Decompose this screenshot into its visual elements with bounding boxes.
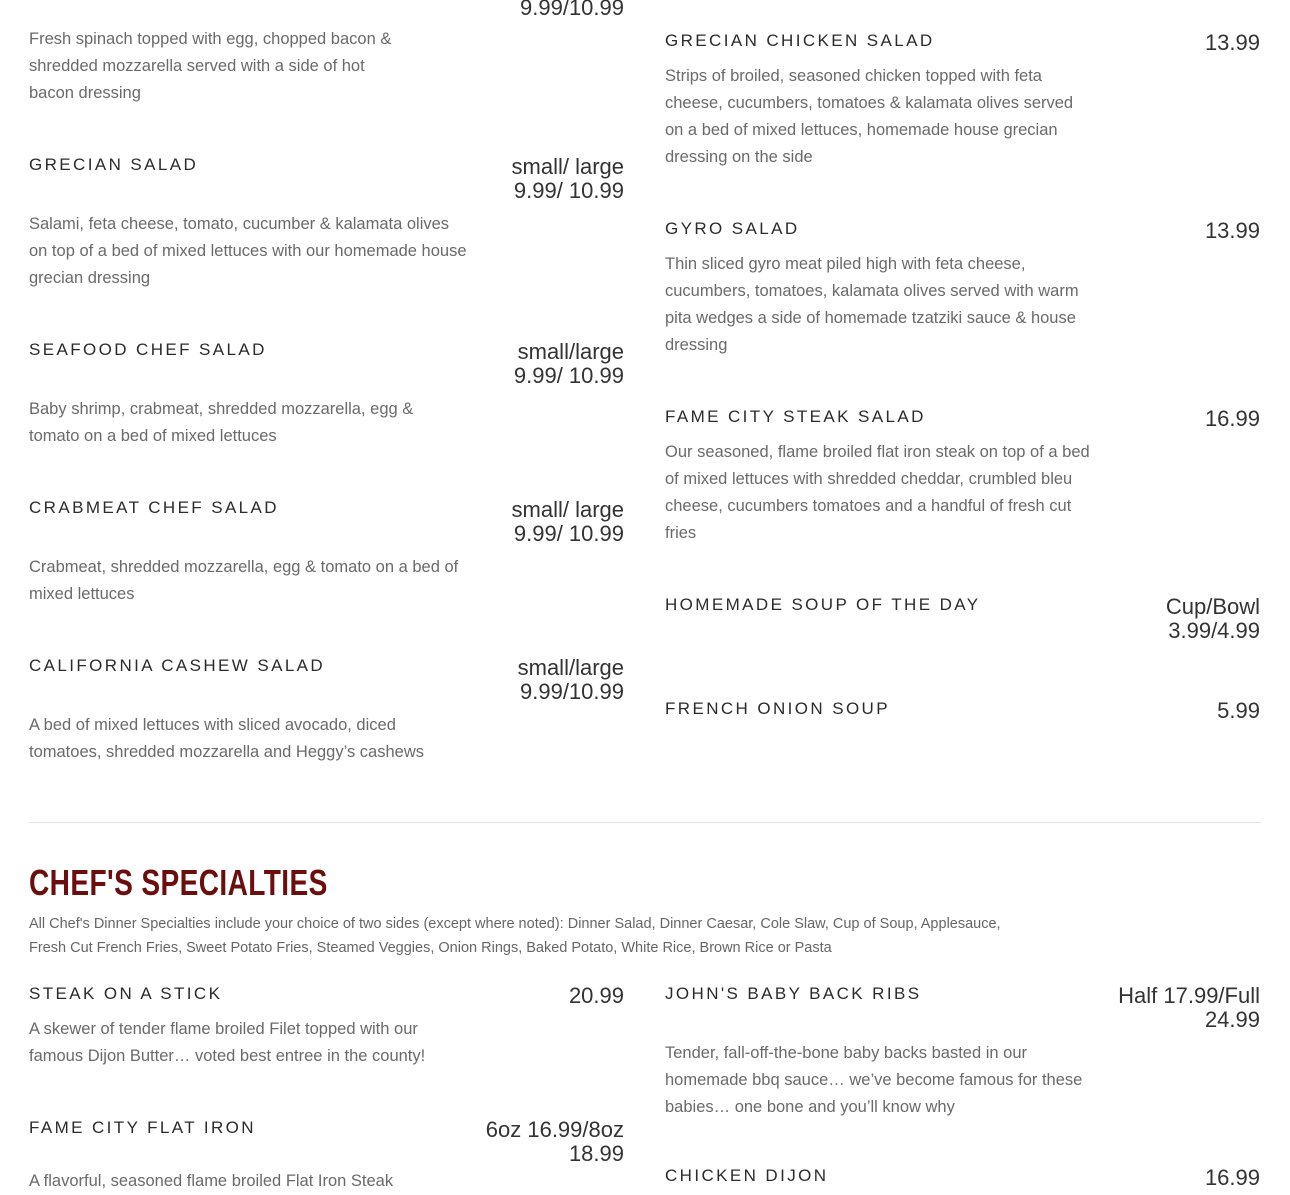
item-description: Crabmeat, shredded mozzarella, egg & tomato on a bed of mixed lettuces	[29, 558, 459, 603]
item-name: CRABMEAT CHEF SALAD	[29, 498, 279, 517]
item-description: A bed of mixed lettuces with sliced avocado, diced tomatoes, shredded mozzarella and Heggy’s cashews	[29, 716, 424, 761]
item-price: small/ large 9.99/ 10.99	[511, 154, 624, 203]
item-description: Baby shrimp, crabmeat, shredded mozzarella, egg & tomato on a bed of mixed lettuces	[29, 400, 414, 445]
item-name: FAME CITY STEAK SALAD	[665, 407, 926, 426]
item-name: JOHN'S BABY BACK RIBS	[665, 984, 922, 1003]
item-price: 16.99	[1204, 1165, 1260, 1190]
item-name: GRECIAN CHICKEN SALAD	[665, 31, 935, 50]
item-name: GRECIAN SALAD	[29, 155, 199, 174]
item-description: Our seasoned, flame broiled flat iron steak on top of a bed of mixed lettuces with shredded cheddar, crumbled bleu cheese, cucumbers tomatoes and a handful of fresh cut fries	[665, 443, 1090, 542]
item-name: CALIFORNIA CASHEW SALAD	[29, 656, 326, 675]
item-price: 13.99	[1204, 218, 1260, 243]
item-description: Thin sliced gyro meat piled high with feta cheese, cucumbers, tomatoes, kalamata olives served with warm pita wedges a side of homemade tzatziki sauce & house dressing	[665, 255, 1079, 354]
item-price: small/large 9.99/10.99	[517, 655, 624, 704]
item-name: CHICKEN DIJON	[665, 1166, 829, 1185]
section-note-line: Fresh Cut French Fries, Sweet Potato Fries, Steamed Veggies, Onion Rings, Baked Potato, White Rice, Brown Rice or Pasta	[29, 940, 832, 956]
item-name: FRENCH ONION SOUP	[665, 699, 890, 718]
item-name: SEAFOOD CHEF SALAD	[29, 340, 267, 359]
item-price: 9.99/10.99	[520, 0, 624, 20]
item-price: small/ large 9.99/ 10.99	[511, 497, 624, 546]
item-price: Half 17.99/Full 24.99	[1118, 983, 1260, 1032]
item-description: Strips of broiled, seasoned chicken topped with feta cheese, cucumbers, tomatoes & kalamata olives served on a bed of mixed lettuces, homemade house grecian dressing on the side	[665, 67, 1074, 166]
item-price: Cup/Bowl 3.99/4.99	[1165, 594, 1260, 643]
item-price: 20.99	[568, 983, 624, 1008]
item-name: GYRO SALAD	[665, 219, 800, 238]
item-price: 16.99	[1204, 406, 1260, 431]
item-description: Fresh spinach topped with egg, chopped bacon & shredded mozzarella served with a side of hot bacon dressing	[29, 30, 392, 102]
item-name: STEAK ON A STICK	[29, 984, 223, 1003]
item-name: FAME CITY FLAT IRON	[29, 1118, 256, 1137]
item-description: Salami, feta cheese, tomato, cucumber & kalamata olives on top of a bed of mixed lettuces with our homemade house grecian dressing	[29, 215, 467, 287]
item-price: 5.99	[1217, 698, 1260, 723]
item-price: 13.99	[1204, 30, 1260, 55]
item-price: 6oz 16.99/8oz 18.99	[485, 1117, 624, 1166]
item-description: A skewer of tender flame broiled Filet topped with our famous Dijon Butter… voted best entree in the county!	[29, 1020, 426, 1065]
item-price: small/large 9.99/ 10.99	[513, 339, 624, 388]
item-description: Tender, fall-off-the-bone baby backs basted in our homemade bbq sauce… we’ve become famous for these babies… one bone and you’ll know why	[665, 1044, 1083, 1116]
item-description: A flavorful, seasoned flame broiled Flat Iron Steak	[29, 1172, 394, 1190]
section-title: CHEF'S SPECIALTIES	[29, 862, 328, 903]
item-name: HOMEMADE SOUP OF THE DAY	[665, 595, 981, 614]
section-note-line: All Chef's Dinner Specialties include your choice of two sides (except where noted): Dinner Salad, Dinner Caesar, Cole Slaw, Cup of Soup, Applesauce,	[29, 916, 1001, 932]
section-note	[29, 912, 1129, 960]
section-divider	[29, 822, 1261, 823]
